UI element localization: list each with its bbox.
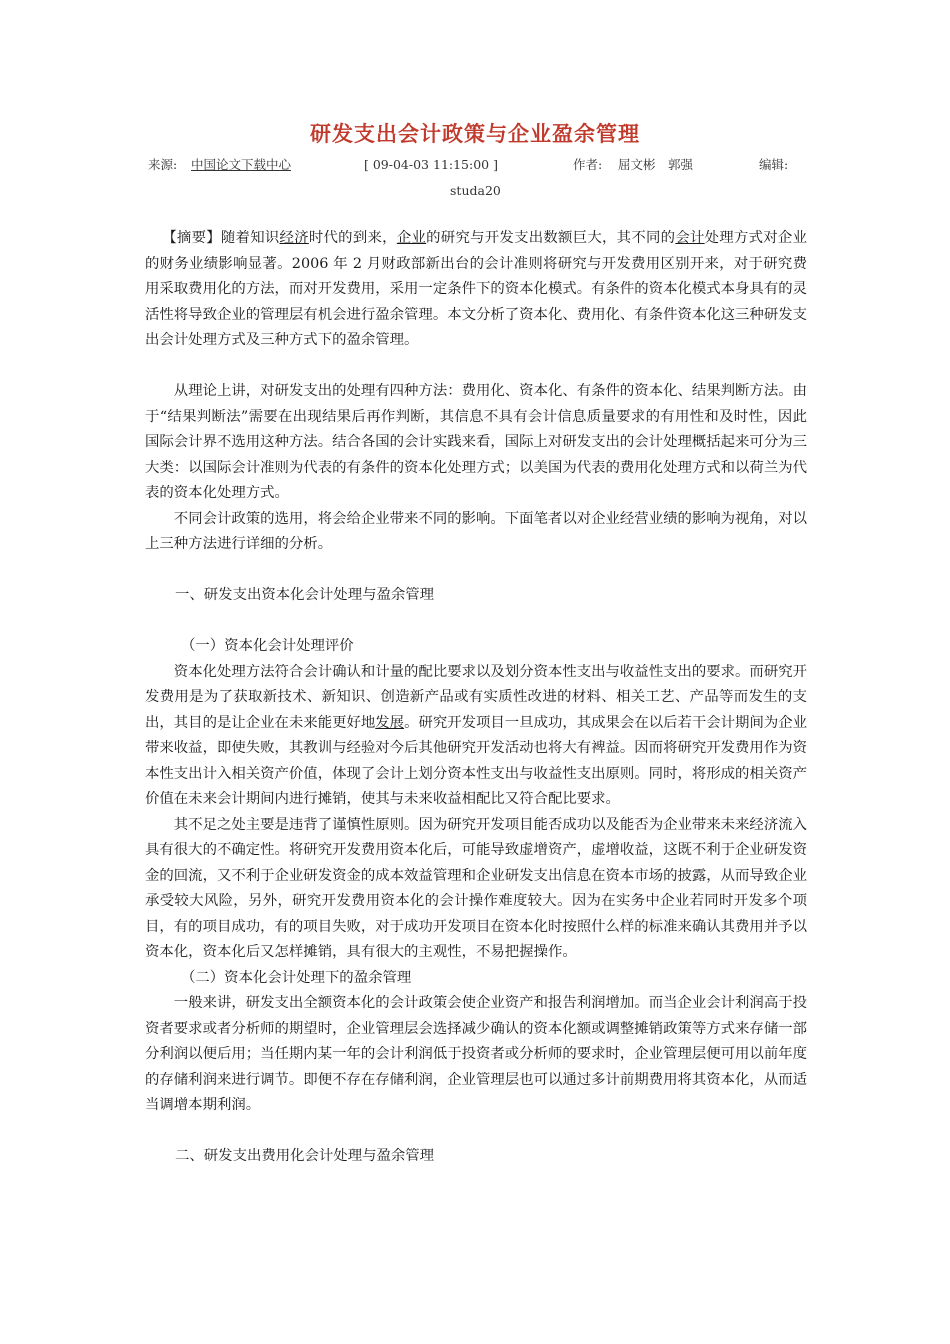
section-1-2-paragraph-1: 一般来讲，研发支出全额资本化的会计政策会使企业资产和报告利润增加。而当企业会计利润高于投资者要求或者分析师的期望时，企业管理层会选择减少确认的资本化额或调整摊销政策等方式来存储一部分利润以便后用；当任期内某一年的会计利润低于投资者或分析师的要求时，企业管理层便可用以前年度的存储利润来进行调节。即便不存在存储利润，企业管理层也可以通过多计前期费用将其资本化，从而适当调增本期利润。 — [145, 995, 807, 1113]
article-title: 研发支出会计政策与企业盈余管理 — [310, 121, 640, 146]
keyword-link-economy[interactable]: 经济 — [279, 230, 309, 246]
article-header — [145, 118, 805, 204]
keyword-link-development[interactable]: 发展 — [375, 714, 405, 731]
intro-paragraph-2: 不同会计政策的选用，将会给企业带来不同的影响。下面笔者以对企业经营业绩的影响为视角，对以上三种方法进行详细的分析。 — [145, 510, 807, 552]
intro-paragraph-1: 从理论上讲，对研发支出的处理有四种方法：费用化、资本化、有条件的资本化、结果判断方法。由于“结果判断法”需要在出现结果后再作判断，其信息不具有会计信息质量要求的有用性和及时性，因此国际会计界不选用这种方法。结合各国的会计实践来看，国际上对研发支出的会计处理概括起来可分为三大类：以国际会计准则为代表的有条件的资本化处理方式；以美国为代表的费用化处理方式和以荷兰为代表的资本化处理方式。 — [145, 383, 807, 501]
source-label: 来源: — [148, 157, 178, 172]
section-2-heading: 二、研发支出费用化会计处理与盈余管理 — [175, 1148, 435, 1164]
section-1-1-heading: （一）资本化会计处理评价 — [181, 638, 354, 654]
editor-label: 编辑: — [759, 157, 789, 172]
source-link[interactable]: 中国论文下载中心 — [191, 157, 292, 172]
article-meta — [145, 152, 805, 204]
abstract-paragraph: 【摘要】随着知识经济时代的到来，企业的研究与开发支出数额巨大，其不同的会计处理方式对企业的财务业绩影响显著。2006 年 2 月财政部新出台的会计准则将研究与开发费用区别开来，对于研究费用采取费用化的方法，而对开发费用，采用一定条件下的资本化模式。有条件的资本化模式本身具有的灵活性将导致企业的管理层有机会进行盈余管理。本文分析了资本化、费用化、有条件资本化这三种研发支出会计处理方式及三种方式下的盈余管理。 — [145, 230, 807, 348]
author-label: 作者: — [573, 157, 603, 172]
keyword-link-accounting[interactable]: 会计 — [675, 230, 705, 246]
article-body — [145, 226, 807, 1170]
section-1-1-paragraph-1: 资本化处理方法符合会计确认和计量的配比要求以及划分资本性支出与收益性支出的要求。而研究开发费用是为了获取新技术、新知识、创造新产品或有实质性改进的材料、相关工艺、产品等而发生的支出，其目的是让企业在未来能更好地发展。研究开发项目一旦成功，其成果会在以后若干会计期间为企业带来收益，即使失败，其教训与经验对今后其他研究开发活动也将大有裨益。因而将研究开发费用作为资本性支出计入相关资产价值，体现了会计上划分资本性支出与收益性支出原则。同时，将形成的相关资产价值在未来会计期间内进行摊销，使其与未来收益相配比又符合配比要求。 — [145, 663, 808, 807]
section-1-2-heading: （二）资本化会计处理下的盈余管理 — [181, 969, 412, 986]
keyword-link-enterprise[interactable]: 企业 — [396, 230, 427, 246]
publish-datetime: [ 09-04-03 11:15:00 ] — [364, 157, 498, 172]
editor-name: studa20 — [450, 183, 501, 198]
section-1-1-paragraph-2: 其不足之处主要是违背了谨慎性原则。因为研究开发项目能否成功以及能否为企业带来未来经济流入具有很大的不确定性。将研究开发费用资本化后，可能导致虚增资产，虚增收益，这既不利于企业研发资金的回流，又不利于企业研发资金的成本效益管理和企业研发支出信息在资本市场的披露，从而导致企业承受较大风险，另外，研究开发费用资本化的会计操作难度较大。因为在实务中企业若同时开发多个项目，有的项目成功，有的项目失败，对于成功开发项目在资本化时按照什么样的标准来确认其费用并予以资本化，资本化后又怎样摊销，具有很大的主观性，不易把握操作。 — [145, 816, 807, 960]
section-1-heading: 一、研发支出资本化会计处理与盈余管理 — [175, 587, 435, 603]
author-names: 屈文彬 郭强 — [618, 157, 694, 172]
